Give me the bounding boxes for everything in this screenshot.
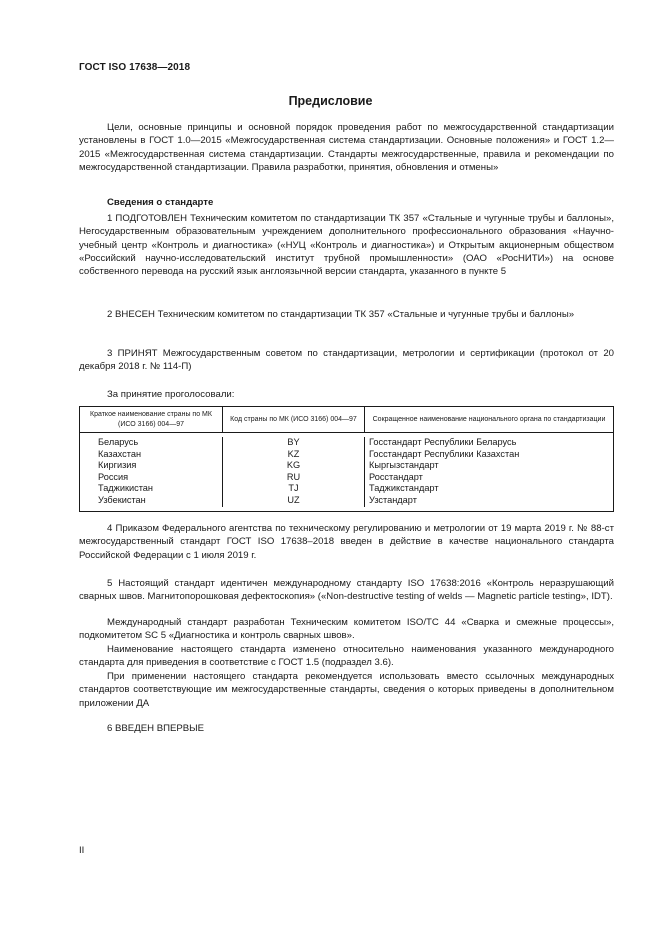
vote-intro-text: За принятие проголосовали:	[107, 389, 235, 400]
item-5-paragraph: 5 Настоящий стандарт идентичен международному стандарту ISO 17638:2016 «Контроль неразрушающий сварных швов. Магнитопорошковая дефектоскопия» («Non-destructive testing of welds — Magnetic particle testing», IDT).	[79, 578, 614, 603]
standards-body-column	[365, 437, 613, 507]
country-name-column	[80, 437, 223, 507]
header-country-code: Код страны по МК (ИСО 3166) 004—97	[223, 407, 365, 432]
vote-table-header	[80, 407, 613, 433]
standards-body-cell: Госстандарт Республики Казахстан	[369, 448, 520, 459]
country-name-cell: Беларусь	[98, 437, 139, 447]
standards-body-cell: Росстандарт	[369, 471, 423, 482]
country-code-cell: UZ	[287, 494, 300, 505]
country-name-cell: Узбекистан	[98, 494, 146, 505]
vote-table-body	[80, 433, 613, 511]
item-4-paragraph: 4 Приказом Федерального агентства по техническому регулированию и метрологии от 19 марта 2019 г. № 88-ст межгосударственный стандарт ГОСТ ISO 17638–2018 введен в действие в качестве национального стандарта Российской Федерации с 1 июля 2019 г.	[79, 523, 614, 561]
item-2-paragraph: 2 ВНЕСЕН Техническим комитетом по стандартизации ТК 357 «Стальные и чугунные трубы и баллоны»	[107, 309, 575, 320]
item-5-paragraph-4: При применении настоящего стандарта рекомендуется использовать вместо ссылочных международных стандартов соответствующие им межгосударственные стандарты, сведения о которых приведены в дополнительном приложении ДА	[79, 671, 614, 709]
standards-body-cell: Таджикстандарт	[369, 483, 439, 494]
section-heading: Сведения о стандарте	[107, 197, 214, 208]
standards-body-cell: Кыргызстандарт	[369, 460, 439, 471]
country-name-cell: Россия	[98, 471, 129, 482]
country-name-cell: Киргизия	[98, 460, 137, 471]
document-code-header: ГОСТ ISO 17638—2018	[79, 62, 191, 73]
item-6-paragraph: 6 ВВЕДЕН ВПЕРВЫЕ	[107, 723, 205, 734]
country-code-cell: TJ	[288, 483, 299, 494]
country-code-cell: BY	[287, 437, 300, 447]
standards-body-cell: Узстандарт	[369, 494, 417, 505]
intro-paragraph: Цели, основные принципы и основной порядок проведения работ по межгосударственной стандартизации установлены в ГОСТ 1.0—2015 «Межгосударственная система стандартизации. Основные положения» и ГОСТ 1.2—2015 «Межгосударственная система стандартизации. Стандарты межгосударственные, правила и рекомендации по межгосударственной стандартизации. Правила разработки, принятия, обновления и отмены»	[79, 122, 614, 173]
country-code-cell: KZ	[287, 448, 300, 459]
vote-table	[79, 406, 614, 512]
header-standards-body: Сокращенное наименование национального органа по стандартизации	[372, 415, 606, 423]
page-number: II	[79, 845, 85, 856]
item-5-paragraph-3: Наименование настоящего стандарта изменено относительно наименования указанного международного стандарта для приведения в соответствие с ГОСТ 1.5 (подраздел 3.6).	[79, 644, 614, 669]
item-5-paragraph-2: Международный стандарт разработан Техническим комитетом ISO/TC 44 «Сварка и смежные процессы», подкомитетом SC 5 «Диагностика и контроль сварных швов».	[79, 617, 614, 642]
country-name-cell: Казахстан	[98, 448, 142, 459]
page-title: Предисловие	[288, 94, 373, 108]
standards-body-cell: Госстандарт Республики Беларусь	[369, 437, 517, 447]
country-code-cell: KG	[286, 460, 301, 471]
header-country-name: Краткое наименование страны по МК (ИСО 3166) 004—97	[80, 407, 223, 432]
country-name-cell: Таджикистан	[98, 483, 153, 494]
country-code-column	[223, 437, 365, 507]
item-3-paragraph: 3 ПРИНЯТ Межгосударственным советом по стандартизации, метрологии и сертификации (протокол от 20 декабря 2018 г. № 114-П)	[79, 348, 614, 373]
item-1-paragraph: 1 ПОДГОТОВЛЕН Техническим комитетом по стандартизации ТК 357 «Стальные и чугунные трубы и баллоны», Негосударственным образовательным учреждением дополнительного профессионального образования «Научно-учебный центр «Контроль и диагностика» («НУЦ «Контроль и диагностика») и Открытым акционерным обществом «Российский научно-исследовательский институт трубной промышленности» (ОАО «РосНИТИ») на основе собственного перевода на русский язык англоязычной версии стандарта, указанного в пункте 5	[79, 213, 614, 278]
country-code-cell: RU	[286, 471, 301, 482]
